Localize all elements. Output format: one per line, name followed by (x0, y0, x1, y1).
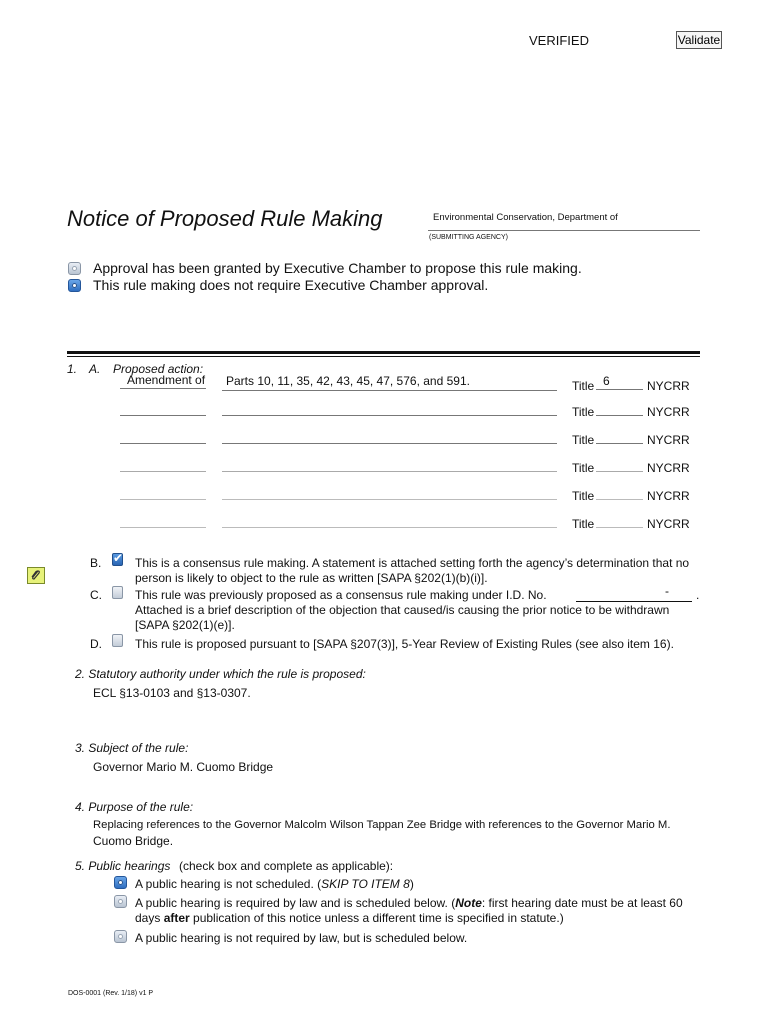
item1c-letter: C. (90, 588, 102, 602)
action-line-1 (120, 388, 206, 389)
purpose-line1[interactable]: Replacing references to the Governor Malcolm Wilson Tappan Zee Bridge with references to the Governor Mario M. (93, 819, 671, 831)
title-line-1 (596, 389, 643, 390)
title-line-2[interactable] (596, 415, 643, 416)
agency-field[interactable]: Environmental Conservation, Department of (433, 212, 618, 223)
action-field-1[interactable]: Amendment of (127, 373, 206, 387)
title-label-2: Title (572, 405, 595, 419)
title-label-1: Title (572, 379, 595, 393)
item1b-letter: B. (90, 556, 102, 570)
no-approval-required-radio[interactable] (68, 279, 81, 292)
five-year-review-label: This rule is proposed pursuant to [SAPA §207(3)], 5-Year Review of Existing Rules (see also item 16). (135, 637, 674, 651)
item1-letter: A. (89, 362, 101, 376)
title-line-5[interactable] (596, 499, 643, 500)
item1-number: 1. (67, 362, 78, 376)
title-label-5: Title (572, 489, 595, 503)
id-number-line (576, 601, 692, 602)
subject-value[interactable]: Governor Mario M. Cuomo Bridge (93, 760, 274, 774)
consensus-rule-line1: This is a consensus rule making. A statement is attached setting forth the agency’s determination that no (135, 556, 690, 570)
parts-line-5[interactable] (222, 499, 557, 500)
parts-field-1[interactable]: Parts 10, 11, 35, 42, 43, 45, 47, 576, and 591. (226, 374, 470, 388)
hearing-optional-radio[interactable] (114, 930, 127, 943)
verified-status: VERIFIED (529, 33, 589, 48)
form-id: DOS-0001 (Rev. 1/18) v1 P (68, 990, 154, 997)
purpose-line2[interactable]: Cuomo Bridge. (93, 834, 174, 848)
parts-line-1 (222, 390, 557, 391)
parts-line-4[interactable] (222, 471, 557, 472)
proposed-action-label: Proposed action: (113, 362, 204, 376)
action-line-5[interactable] (120, 499, 206, 500)
consensus-rule-line2: person is likely to object to the rule as written [SAPA §202(1)(b)(i)]. (135, 571, 488, 585)
title-label-6: Title (572, 517, 595, 531)
five-year-review-checkbox[interactable] (112, 634, 123, 647)
parts-line-6[interactable] (222, 527, 557, 528)
previous-consensus-checkbox[interactable] (112, 586, 123, 599)
page-title: Notice of Proposed Rule Making (67, 206, 383, 231)
hearing-not-scheduled-label: A public hearing is not scheduled. (SKIP TO ITEM 8) (135, 877, 414, 891)
section-separator (67, 351, 700, 354)
nycrr-label-6: NYCRR (647, 517, 690, 531)
hearing-required-radio[interactable] (114, 895, 127, 908)
id-number-field[interactable]: - (665, 584, 669, 598)
agency-caption: (SUBMITTING AGENCY) (429, 234, 508, 241)
item1d-letter: D. (90, 637, 102, 651)
nycrr-label-5: NYCRR (647, 489, 690, 503)
purpose-label: 4. Purpose of the rule: (75, 800, 194, 814)
title-line-3[interactable] (596, 443, 643, 444)
hearing-not-scheduled-radio[interactable] (114, 876, 127, 889)
approval-granted-label: Approval has been granted by Executive Chamber to propose this rule making. (93, 260, 582, 276)
action-line-4[interactable] (120, 471, 206, 472)
paperclip-icon[interactable] (27, 567, 45, 584)
subject-label: 3. Subject of the rule: (75, 741, 189, 755)
statutory-authority-value[interactable]: ECL §13-0103 and §13-0307. (93, 686, 251, 700)
title-label-4: Title (572, 461, 595, 475)
hearing-optional-label: A public hearing is not required by law, but is scheduled below. (135, 931, 468, 945)
title-label-3: Title (572, 433, 595, 447)
statutory-authority-label: 2. Statutory authority under which the rule is proposed: (75, 667, 366, 681)
action-line-2[interactable] (120, 415, 206, 416)
action-line-3[interactable] (120, 443, 206, 444)
title-line-4[interactable] (596, 471, 643, 472)
hearing-required-line2: days after publication of this notice unless a different time is specified in statute.) (135, 911, 564, 925)
nycrr-label-1: NYCRR (647, 379, 690, 393)
public-hearings-label: 5. Public hearings (75, 859, 171, 873)
hearing-required-label: A public hearing is required by law and is scheduled below. (Note: first hearing date must be at least 60 (135, 896, 683, 910)
previous-consensus-line1: This rule was previously proposed as a consensus rule making under I.D. No. (135, 588, 547, 602)
agency-underline (428, 230, 700, 231)
title-field-1[interactable]: 6 (603, 374, 610, 388)
previous-consensus-line2: Attached is a brief description of the objection that caused/is causing the prior notice to be withdrawn (135, 603, 670, 617)
nycrr-label-3: NYCRR (647, 433, 690, 447)
id-number-period: . (696, 588, 700, 602)
consensus-rule-checkbox[interactable] (112, 553, 123, 566)
no-approval-required-label: This rule making does not require Executive Chamber approval. (93, 277, 489, 293)
validate-button[interactable]: Validate (677, 33, 721, 47)
parts-line-3[interactable] (222, 443, 557, 444)
nycrr-label-2: NYCRR (647, 405, 690, 419)
section-separator-thin (67, 356, 700, 357)
parts-line-2[interactable] (222, 415, 557, 416)
previous-consensus-line3: [SAPA §202(1)(e)]. (135, 618, 235, 632)
action-line-6[interactable] (120, 527, 206, 528)
nycrr-label-4: NYCRR (647, 461, 690, 475)
public-hearings-note: (check box and complete as applicable): (179, 859, 394, 873)
title-line-6[interactable] (596, 527, 643, 528)
approval-granted-radio[interactable] (68, 262, 81, 275)
